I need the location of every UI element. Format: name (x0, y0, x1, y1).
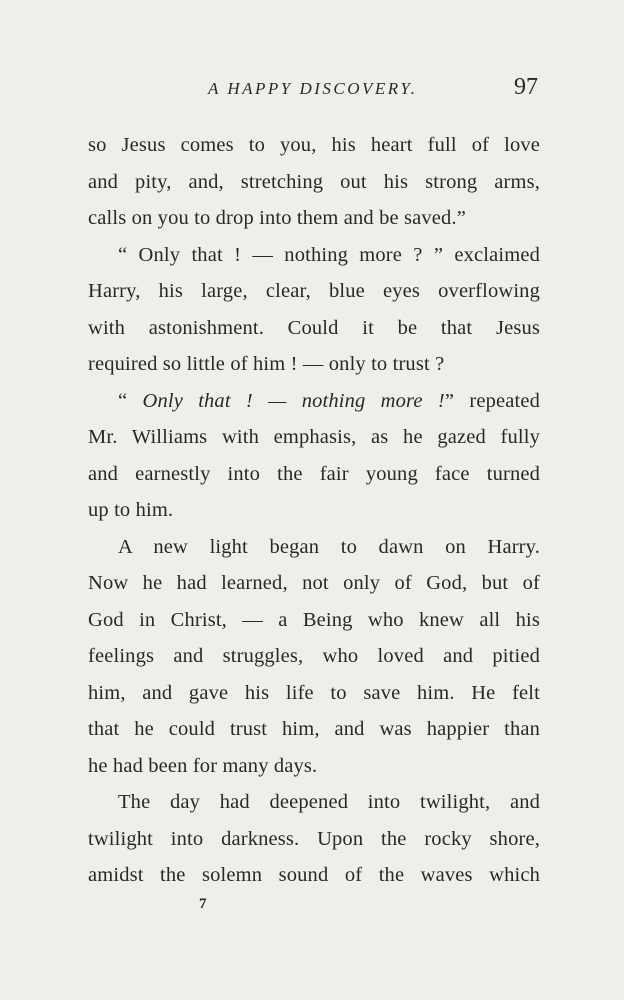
text-line-1: so Jesus comes to you, his heart full of love (88, 134, 540, 156)
text-line-21: amidst the solemn sound of the waves which (88, 864, 540, 886)
text-line-19: The day had deepened into twilight, and (118, 791, 540, 813)
text-body (88, 127, 540, 894)
text-line-20: twilight into darkness. Upon the rocky shore, (88, 827, 540, 850)
text-line-13: Now he had learned, not only of God, but of (88, 572, 540, 594)
text-line-10: and earnestly into the fair young face turned (88, 462, 540, 485)
text-line-9: Mr. Williams with emphasis, as he gazed fully (88, 426, 540, 448)
page-number: 97 (514, 74, 538, 100)
text-line-17: that he could trust him, and was happier than (88, 718, 540, 740)
text-line-15: feelings and struggles, who loved and pitied (88, 645, 540, 667)
text-line-6: with astonishment. Could it be that Jesus (88, 316, 540, 339)
close-quote: ” (444, 389, 455, 412)
running-title: A HAPPY DISCOVERY. (208, 79, 418, 98)
open-quote: “ (118, 389, 128, 412)
signature-mark: 7 (199, 896, 207, 912)
italic-phrase: Only that ! — nothing more ! (142, 389, 445, 412)
text-line-16: him, and gave his life to save him. He felt (88, 681, 540, 704)
text-line-18: he had been for many days. (88, 754, 318, 777)
line8-rest: repeated (469, 389, 540, 412)
text-line-5: Harry, his large, clear, blue eyes overflowing (88, 280, 540, 302)
text-line-8 (88, 383, 540, 420)
text-line-7: required so little of him ! — only to trust ? (88, 353, 445, 375)
running-head (88, 76, 540, 102)
text-line-14: God in Christ, — a Being who knew all his (88, 608, 540, 631)
text-line-11: up to him. (88, 499, 174, 521)
text-line-12: A new light began to dawn on Harry. (118, 535, 540, 558)
text-line-2: and pity, and, stretching out his strong arms, (88, 170, 540, 193)
text-line-3: calls on you to drop into them and be saved.” (88, 207, 466, 229)
text-line-4: “ Only that ! — nothing more ? ” exclaimed (118, 243, 540, 266)
